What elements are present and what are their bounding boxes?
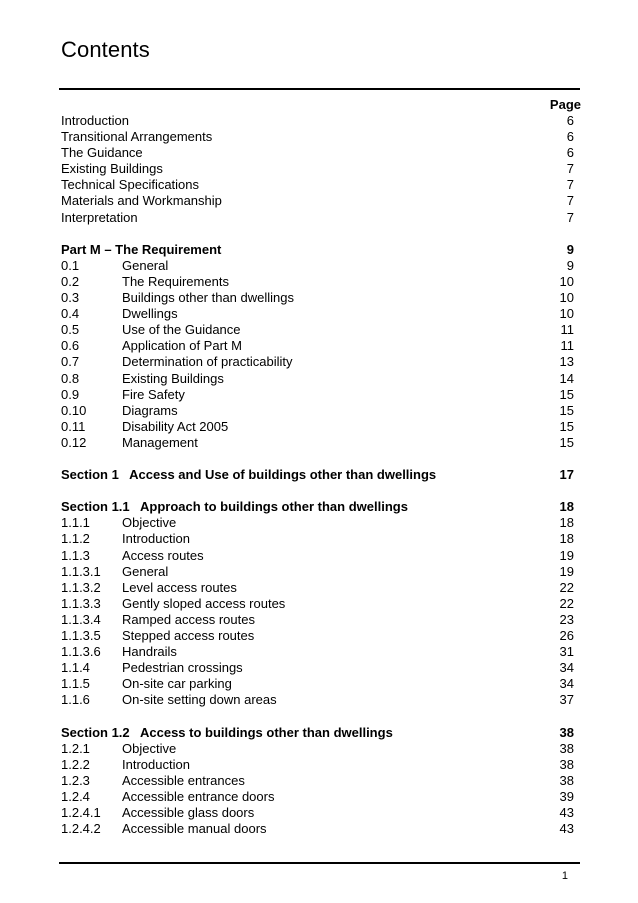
toc-entry xyxy=(61,612,574,628)
toc-entry-page: 38 xyxy=(559,756,574,772)
toc-entry-page: 39 xyxy=(559,788,574,804)
toc-entry-number: 1.2.3 xyxy=(61,772,90,788)
top-rule xyxy=(59,88,580,90)
toc-entry-number: 0.2 xyxy=(61,273,80,289)
toc-entry-page: 18 xyxy=(559,531,574,547)
toc-entry-page: 34 xyxy=(559,676,574,692)
part-m-heading xyxy=(61,242,574,258)
toc-entry-title: Introduction xyxy=(122,531,190,547)
toc-entry-page: 14 xyxy=(559,370,574,386)
toc-entry-number: 1.1.3 xyxy=(61,547,90,563)
toc-entry-title: Disability Act 2005 xyxy=(122,418,229,434)
toc-entry-number: 0.12 xyxy=(61,434,87,450)
toc-entry-number: 1.2.1 xyxy=(61,740,90,756)
toc-entry xyxy=(61,387,574,403)
toc-entry xyxy=(61,145,574,161)
toc-entry-number: 1.1.2 xyxy=(61,531,90,547)
toc-entry-page: 15 xyxy=(559,434,574,450)
toc-entry-number: 1.1.3.1 xyxy=(61,563,101,579)
toc-entry-page: 26 xyxy=(559,628,574,643)
toc-entry xyxy=(61,757,574,773)
toc-entry-title: Transitional Arrangements xyxy=(61,129,213,145)
toc-entry xyxy=(61,371,574,387)
toc-entry-title: Ramped access routes xyxy=(122,611,255,627)
toc-entry-page: 11 xyxy=(560,322,574,338)
toc-entry-title: Introduction xyxy=(61,113,129,128)
toc-entry-number: 1.1.3.6 xyxy=(61,644,101,660)
toc-entry-title: Existing Buildings xyxy=(122,370,224,386)
part-m-entries xyxy=(61,258,574,451)
footer-page-number: 1 xyxy=(561,870,568,882)
toc-entry xyxy=(61,741,574,757)
section-heading-title: Section 1 Access and Use of buildings other than dwellings xyxy=(61,467,437,483)
toc-entry-number: 1.2.4.1 xyxy=(61,805,101,821)
toc-entry-title: On-site setting down areas xyxy=(122,692,277,708)
toc-entry-page: 15 xyxy=(559,402,574,418)
toc-entry xyxy=(61,628,574,644)
toc-entry xyxy=(61,354,574,370)
toc-entry-page: 43 xyxy=(559,805,574,821)
toc-entry-title: Level access routes xyxy=(122,579,237,595)
toc-entry-title: The Requirements xyxy=(122,273,229,289)
toc-entry-title: Existing Buildings xyxy=(61,161,163,177)
toc-entry-page: 38 xyxy=(559,772,574,788)
toc-entry-page: 37 xyxy=(559,692,574,708)
section-heading-page: 38 xyxy=(559,724,574,740)
toc-entry-number: 0.11 xyxy=(61,418,86,434)
toc-entry-number: 1.1.3.2 xyxy=(61,579,101,595)
toc-entry-page: 18 xyxy=(559,515,574,531)
toc-entry-number: 0.5 xyxy=(61,322,80,338)
toc-entry xyxy=(61,580,574,596)
toc-entry-number: 0.9 xyxy=(61,386,80,402)
toc-entry-number: 1.1.3.5 xyxy=(61,628,101,643)
toc-entry-page: 15 xyxy=(559,386,574,402)
toc-entry xyxy=(61,596,574,612)
toc-entry-page: 34 xyxy=(559,660,574,676)
section-heading-title: Section 1.1 Approach to buildings other than dwellings xyxy=(61,499,408,515)
toc-entry-page: 22 xyxy=(559,579,574,595)
toc-entry xyxy=(61,531,574,547)
toc-entry-number: 0.4 xyxy=(61,306,80,322)
toc-entry xyxy=(61,161,574,177)
toc-entry-number: 0.1 xyxy=(61,257,80,273)
section-1-1-heading xyxy=(61,499,574,515)
toc-entry-page: 10 xyxy=(559,273,574,289)
intro-entries xyxy=(61,113,574,226)
toc-entry xyxy=(61,789,574,805)
toc-entry-number: 1.1.5 xyxy=(61,676,90,692)
toc-entry-page: 6 xyxy=(566,145,574,161)
toc-entry xyxy=(61,548,574,564)
toc-entry-page: 19 xyxy=(559,563,574,579)
toc-entry-number: 0.8 xyxy=(61,370,80,386)
toc-entry-page: 7 xyxy=(566,193,574,209)
toc-entry-title: Access routes xyxy=(122,547,204,563)
toc-entry xyxy=(61,644,574,660)
toc-entry-number: 1.2.2 xyxy=(61,756,90,772)
section-1-2-heading xyxy=(61,725,574,741)
toc-entry-page: 7 xyxy=(566,161,574,177)
toc-entry-number: 0.10 xyxy=(61,402,87,418)
toc-entry xyxy=(61,660,574,676)
page-column-header: Page xyxy=(549,97,581,112)
toc-entry-title: On-site car parking xyxy=(122,676,232,692)
toc-entry-number: 1.1.1 xyxy=(61,515,90,531)
toc-entry-page: 13 xyxy=(559,354,574,370)
section-1-heading xyxy=(61,467,574,483)
toc-entry-title: Materials and Workmanship xyxy=(61,193,222,209)
section-heading-title: Part M – The Requirement xyxy=(61,241,222,257)
toc-entry-number: 0.3 xyxy=(61,290,80,306)
toc-entry-title: Application of Part M xyxy=(122,338,242,354)
toc-entry xyxy=(61,322,574,338)
toc-entry-page: 6 xyxy=(566,129,574,145)
toc-entry-title: Handrails xyxy=(122,644,177,660)
toc-entry-title: Pedestrian crossings xyxy=(122,660,243,676)
toc-entry xyxy=(61,274,574,290)
toc-entry xyxy=(61,338,574,354)
toc-entry-title: Interpretation xyxy=(61,209,138,225)
toc-entry-title: Diagrams xyxy=(122,402,178,418)
toc-entry-title: Accessible glass doors xyxy=(122,805,255,821)
toc-entry-page: 43 xyxy=(559,821,574,837)
table-of-contents xyxy=(61,113,574,837)
bottom-rule xyxy=(59,862,580,864)
toc-entry-title: Fire Safety xyxy=(122,386,185,402)
toc-entry-title: Management xyxy=(122,434,198,450)
toc-entry-title: Technical Specifications xyxy=(61,177,200,193)
toc-entry xyxy=(61,258,574,274)
toc-entry-page: 10 xyxy=(559,306,574,322)
section-1-1-entries xyxy=(61,515,574,708)
toc-entry-title: Dwellings xyxy=(122,306,178,322)
toc-entry-title: Determination of practicability xyxy=(122,354,293,370)
toc-entry-page: 10 xyxy=(559,290,574,306)
toc-entry-title: Gently sloped access routes xyxy=(122,595,286,611)
toc-entry-page: 9 xyxy=(566,257,574,273)
toc-entry-number: 1.1.6 xyxy=(61,692,90,708)
toc-entry-page: 11 xyxy=(560,338,574,354)
toc-entry-page: 15 xyxy=(559,418,574,434)
toc-entry-title: Stepped access routes xyxy=(122,628,255,643)
toc-entry-title: Accessible manual doors xyxy=(122,821,267,837)
toc-entry-title: General xyxy=(122,257,169,273)
toc-entry-page: 22 xyxy=(559,595,574,611)
toc-entry xyxy=(61,805,574,821)
toc-entry xyxy=(61,403,574,419)
toc-entry xyxy=(61,129,574,145)
section-heading-page: 9 xyxy=(566,241,574,257)
toc-entry xyxy=(61,193,574,209)
toc-entry-number: 1.1.3.3 xyxy=(61,595,101,611)
toc-entry-number: 1.2.4 xyxy=(61,788,90,804)
section-heading-title: Section 1.2 Access to buildings other than dwellings xyxy=(61,724,393,740)
toc-entry-number: 0.6 xyxy=(61,338,80,354)
toc-entry-title: Accessible entrance doors xyxy=(122,788,275,804)
toc-entry-title: General xyxy=(122,563,169,579)
section-heading-page: 18 xyxy=(559,499,574,515)
toc-entry xyxy=(61,290,574,306)
toc-entry-title: Introduction xyxy=(122,756,190,772)
toc-entry-number: 1.1.3.4 xyxy=(61,611,101,627)
toc-entry-title: Buildings other than dwellings xyxy=(122,290,294,306)
toc-entry-page: 23 xyxy=(559,611,574,627)
toc-entry xyxy=(61,773,574,789)
toc-entry-number: 1.2.4.2 xyxy=(61,821,101,837)
toc-entry xyxy=(61,564,574,580)
toc-entry-page: 7 xyxy=(566,209,574,225)
toc-entry xyxy=(61,821,574,837)
toc-entry-page: 7 xyxy=(566,177,574,193)
toc-entry xyxy=(61,177,574,193)
toc-entry-number: 0.7 xyxy=(61,354,80,370)
toc-entry-title: Objective xyxy=(122,515,177,531)
page-title: Contents xyxy=(61,37,150,62)
toc-entry xyxy=(61,435,574,451)
toc-entry xyxy=(61,306,574,322)
toc-entry xyxy=(61,419,574,435)
toc-entry xyxy=(61,210,574,226)
toc-entry-title: Use of the Guidance xyxy=(122,322,241,338)
toc-entry-page: 6 xyxy=(566,113,574,128)
section-1-2-entries xyxy=(61,741,574,838)
toc-entry xyxy=(61,515,574,531)
section-heading-page: 17 xyxy=(559,467,574,483)
toc-entry-page: 31 xyxy=(559,644,574,660)
toc-entry-title: Objective xyxy=(122,740,177,756)
toc-entry xyxy=(61,113,574,129)
toc-entry-title: Accessible entrances xyxy=(122,772,245,788)
toc-entry-title: The Guidance xyxy=(61,145,143,161)
toc-entry-page: 19 xyxy=(559,547,574,563)
toc-entry xyxy=(61,676,574,692)
toc-entry xyxy=(61,692,574,708)
toc-entry-number: 1.1.4 xyxy=(61,660,90,676)
toc-entry-page: 38 xyxy=(559,740,574,756)
